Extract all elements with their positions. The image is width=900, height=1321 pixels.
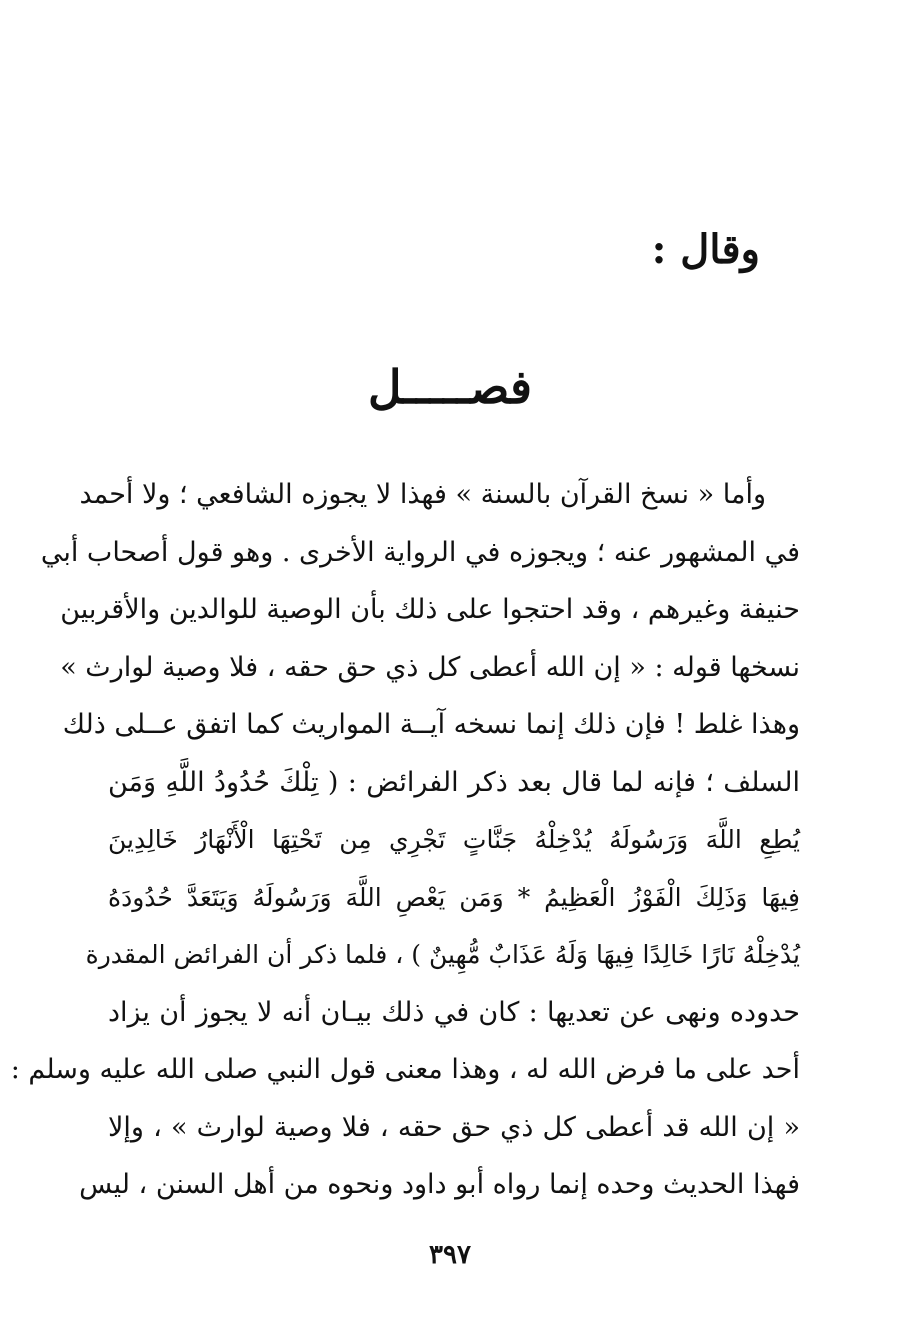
text-line: وأما « نسخ القرآن بالسنة » فهذا لا يجوزه الشافعي ؛ ولا أحمد	[79, 479, 766, 510]
text-line: حدوده ونهى عن تعديها : كان في ذلك بيـان أنه لا يجوز أن يزاد	[108, 996, 800, 1028]
text-line: وهذا غلط ! فإن ذلك إنما نسخه آيــة المواريث كما اتفق عــلى ذلك	[62, 709, 800, 740]
text-line: أحد على ما فرض الله له ، وهذا معنى قول النبي صلى الله عليه وسلم :	[10, 1054, 800, 1085]
text-line: نسخها قوله : « إن الله أعطى كل ذي حق حقه ، فلا وصية لوارث »	[60, 651, 800, 683]
quran-verse-line: يُطِعِ اللَّهَ وَرَسُولَهُ يُدْخِلْهُ جَنَّاتٍ تَجْرِي مِن تَحْتِهَا الْأَنْهَارُ خَالِدِينَ	[108, 825, 800, 854]
text-line: السلف ؛ فإنه لما قال بعد ذكر الفرائض : ( تِلْكَ حُدُودُ اللَّهِ وَمَن	[108, 766, 800, 798]
section-heading: فصـــــل	[367, 360, 533, 414]
quran-verse-line: فِيهَا وَذَلِكَ الْفَوْزُ الْعَظِيمُ * وَمَن يَعْصِ اللَّهَ وَرَسُولَهُ وَيَتَعَدَّ حُدُودَهُ	[108, 882, 800, 912]
text-line: فهذا الحديث وحده إنما رواه أبو داود ونحوه من أهل السنن ، ليس	[79, 1169, 800, 1200]
text-line: حنيفة وغيرهم ، وقد احتجوا على ذلك بأن الوصية للوالدين والأقربين	[60, 594, 800, 625]
body-text	[10, 466, 800, 1214]
text-line: في المشهور عنه ؛ ويجوزه في الرواية الأخرى . وهو قول أصحاب أبي	[40, 536, 800, 568]
page-number: ٣٩٧	[429, 1240, 471, 1270]
quran-verse-line: يُدْخِلْهُ نَارًا خَالِدًا فِيهَا وَلَهُ عَذَابٌ مُّهِينٌ ) ، فلما ذكر أن الفرائض المقدرة	[85, 940, 800, 969]
intro-phrase: وقال :	[651, 226, 760, 273]
text-line: « إن الله قد أعطى كل ذي حق حقه ، فلا وصية لوارث » ، وإلا	[108, 1111, 800, 1143]
